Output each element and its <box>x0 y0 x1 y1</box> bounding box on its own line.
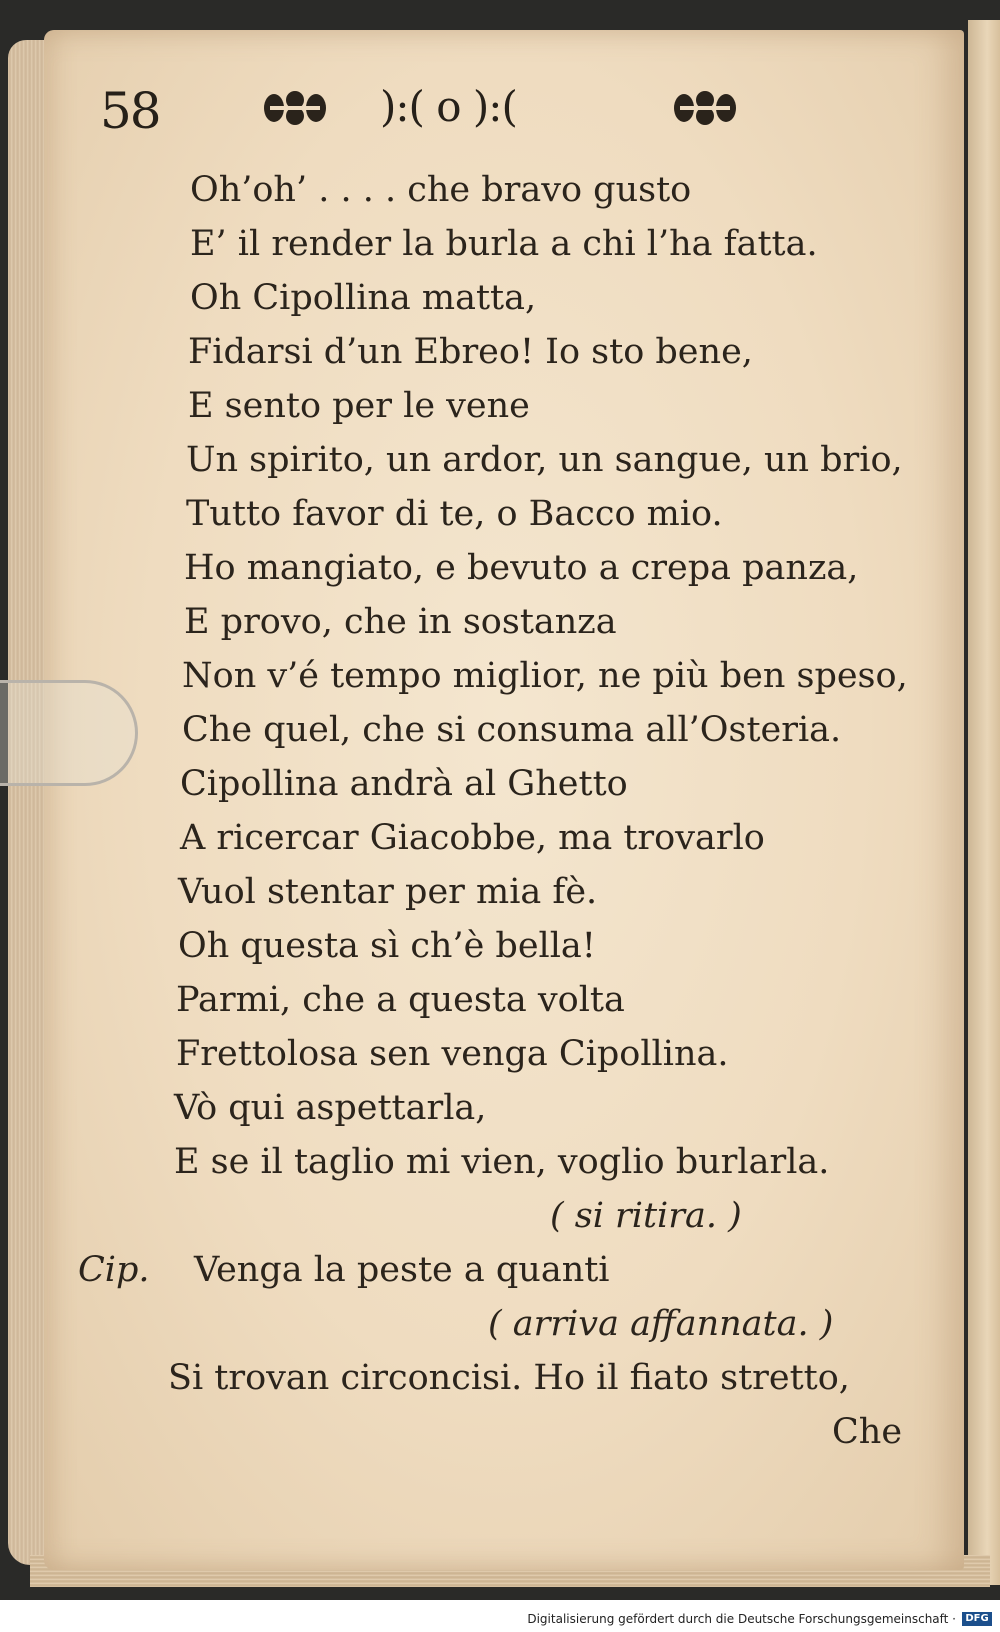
stage-direction: ( arriva affannata. ) <box>488 1304 834 1344</box>
verse-line: Oh questa sì ch’è bella! <box>178 926 596 966</box>
verse-line: Fidarsi d’un Ebreo! Io sto bene, <box>188 332 753 372</box>
facing-page-edge <box>968 20 1000 1585</box>
verse-line: E se il taglio mi vien, voglio burlarla. <box>174 1142 830 1182</box>
verse-line: Vuol stentar per mia fè. <box>178 872 598 912</box>
verse-line: Vò qui aspettarla, <box>174 1088 487 1128</box>
verse-line: E sento per le vene <box>188 386 530 426</box>
verse-line: A ricercar Giacobbe, ma trovarlo <box>180 818 765 858</box>
verse-line: Oh Cipollina matta, <box>190 278 537 318</box>
footer-bar <box>0 1608 1000 1632</box>
catchword: Che <box>832 1412 903 1452</box>
verse-line: E provo, che in sostanza <box>184 602 617 642</box>
verse-line: Venga la peste a quanti <box>194 1250 610 1290</box>
verse-line: Non v’é tempo miglior, ne più ben speso, <box>182 656 908 696</box>
footer-credit: Digitalisierung gefördert durch die Deutsche Forschungsgemeinschaft · <box>527 1612 956 1626</box>
verse-line: Che quel, che si consuma all’Osteria. <box>182 710 842 750</box>
stage-direction: ( si ritira. ) <box>550 1196 742 1236</box>
verse-line: Tutto favor di te, o Bacco mio. <box>186 494 723 534</box>
verse-line: Cipollina andrà al Ghetto <box>180 764 628 804</box>
verse-line: Un spirito, un ardor, un sangue, un brio, <box>186 440 903 480</box>
header-ornament-text: ):( o ):( <box>380 82 517 131</box>
speaker-label: Cip. <box>78 1250 150 1290</box>
verse-line: Si trovan circoncisi. Ho il fiato stretto, <box>168 1358 850 1398</box>
page-header <box>100 82 800 142</box>
verse-line: Ho mangiato, e bevuto a crepa panza, <box>184 548 859 588</box>
fleuron-right-icon <box>670 86 740 130</box>
verse-line: Parmi, che a questa volta <box>176 980 625 1020</box>
verse-line: E’ il render la burla a chi l’ha fatta. <box>190 224 818 264</box>
verse-line: Oh’oh’ . . . . che bravo gusto <box>190 170 692 210</box>
dfg-logo: DFG <box>962 1612 992 1626</box>
verse-line: Frettolosa sen venga Cipollina. <box>176 1034 729 1074</box>
page-number: 58 <box>100 82 160 140</box>
page-clip <box>0 680 138 786</box>
fleuron-left-icon <box>260 86 330 130</box>
